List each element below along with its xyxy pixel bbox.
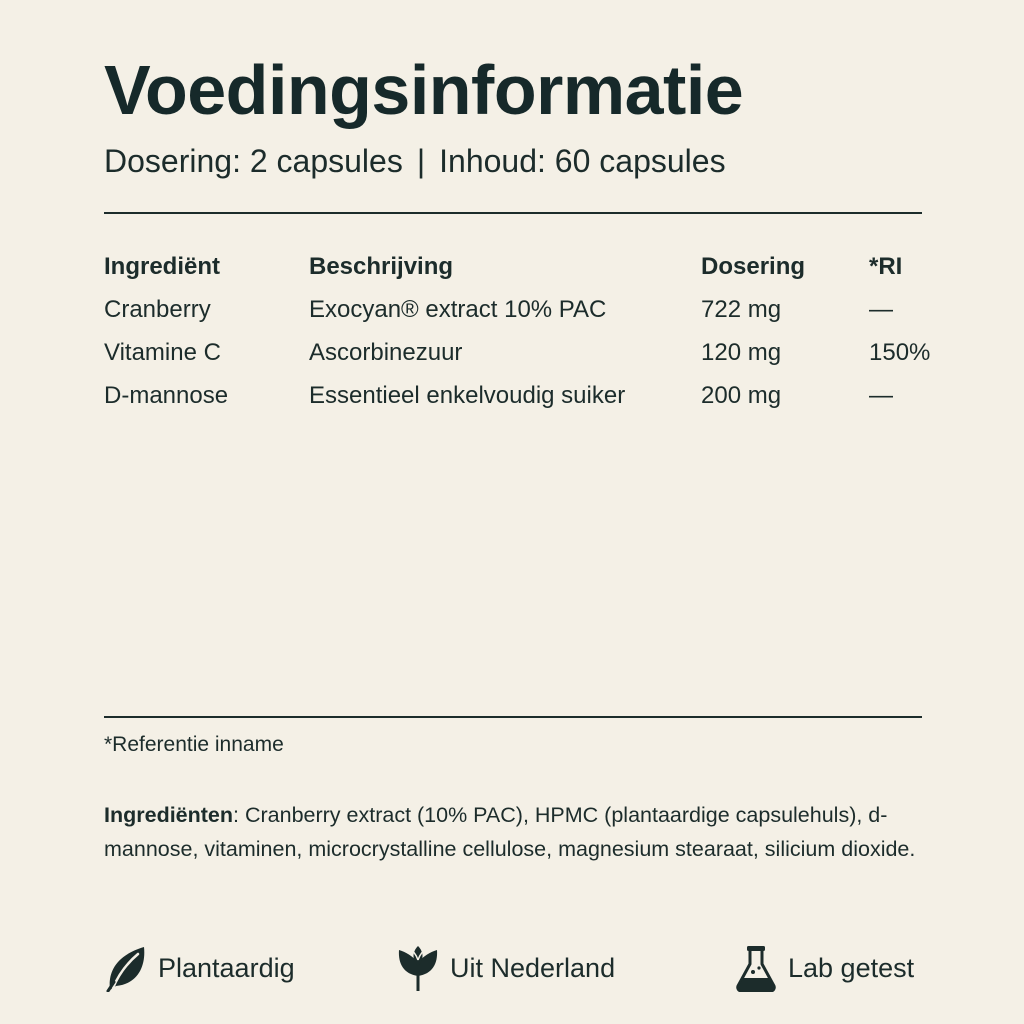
dosage-text: Dosering: 2 capsules bbox=[104, 143, 403, 179]
header-ri: *RI bbox=[869, 253, 903, 280]
table-header-row bbox=[104, 248, 930, 288]
cell-description: Exocyan® extract 10% PAC bbox=[309, 295, 607, 323]
page-title: Voedingsinformatie bbox=[104, 51, 744, 129]
header-dosage: Dosering bbox=[701, 253, 806, 280]
ingredients-label: Ingrediënten bbox=[104, 803, 234, 827]
content-text: Inhoud: 60 capsules bbox=[439, 143, 726, 179]
subtitle bbox=[104, 143, 726, 180]
footnote: *Referentie inname bbox=[104, 733, 284, 756]
cell-ri: — bbox=[869, 295, 893, 323]
flask-icon bbox=[734, 944, 778, 992]
cell-description: Ascorbinezuur bbox=[309, 338, 463, 366]
cell-dosage: 200 mg bbox=[701, 381, 782, 409]
tulip-icon bbox=[396, 944, 440, 992]
badge-label: Uit Nederland bbox=[450, 952, 616, 983]
header-ingredient: Ingrediënt bbox=[104, 253, 221, 280]
cell-dosage: 722 mg bbox=[701, 295, 782, 323]
cell-ri: — bbox=[869, 381, 893, 409]
table-row bbox=[104, 331, 930, 374]
leaf-icon bbox=[104, 944, 148, 992]
top-divider bbox=[104, 212, 922, 214]
cell-description: Essentieel enkelvoudig suiker bbox=[309, 381, 626, 409]
badge-plant-based bbox=[104, 942, 295, 994]
ingredients-list bbox=[104, 798, 924, 866]
cell-ingredient: D-mannose bbox=[104, 381, 229, 409]
badge-label: Lab getest bbox=[788, 952, 915, 983]
badge-row bbox=[104, 942, 924, 994]
cell-ingredient: Vitamine C bbox=[104, 338, 221, 366]
badge-lab-tested bbox=[734, 942, 914, 994]
table-row bbox=[104, 374, 930, 417]
bottom-divider bbox=[104, 716, 922, 718]
badge-label: Plantaardig bbox=[158, 952, 295, 983]
header-description: Beschrijving bbox=[309, 253, 454, 280]
table-row bbox=[104, 288, 930, 331]
subtitle-separator: | bbox=[416, 143, 426, 179]
nutrition-table bbox=[104, 248, 930, 417]
cell-ingredient: Cranberry bbox=[104, 295, 211, 323]
cell-ri: 150% bbox=[869, 338, 931, 366]
cell-dosage: 120 mg bbox=[701, 338, 782, 366]
badge-netherlands bbox=[396, 942, 615, 994]
ingredients-text: : Cranberry extract (10% PAC), HPMC (plantaardige capsulehuls), d-mannose, vitaminen, microcrystalline cellulose, magnesium stearaat, silicium dioxide. bbox=[104, 803, 916, 861]
